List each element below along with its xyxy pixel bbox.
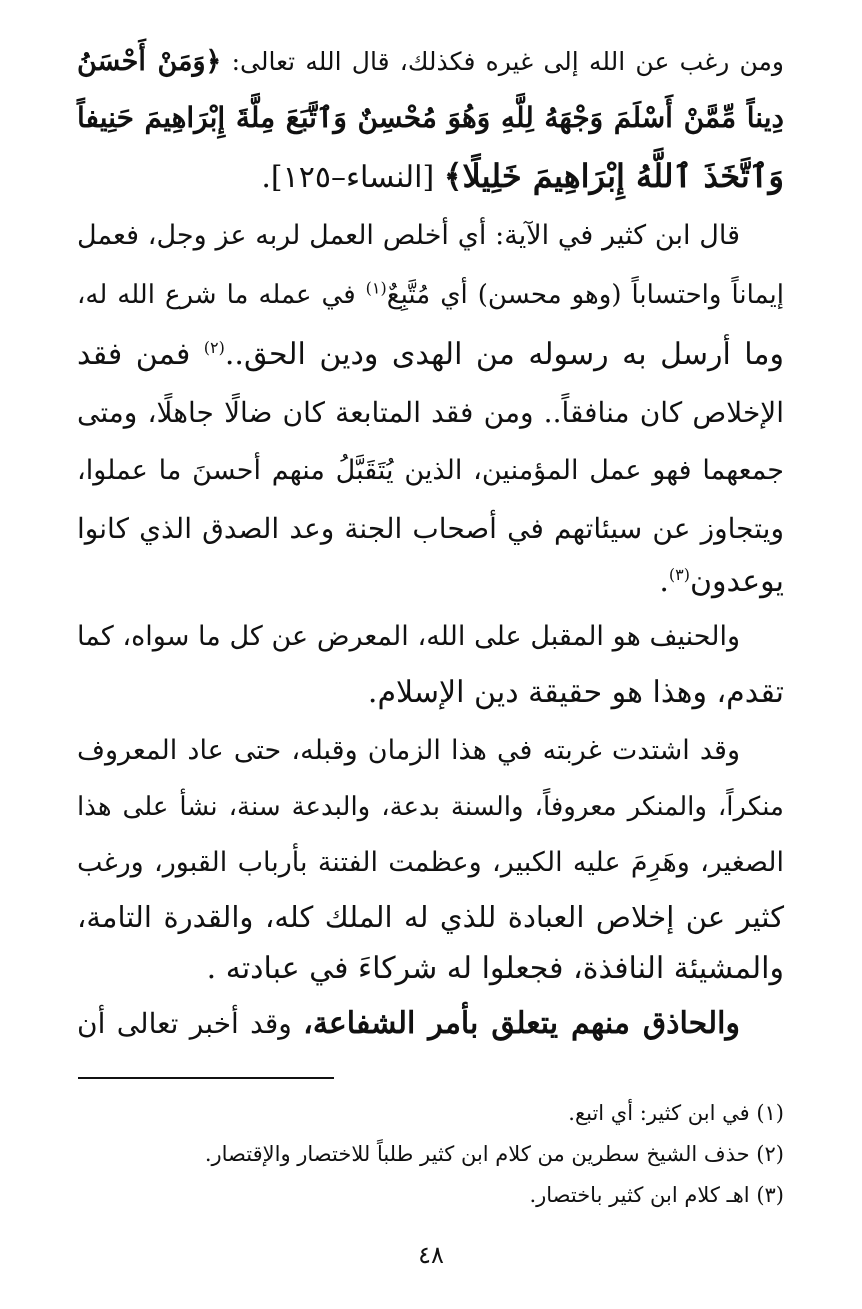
verse-citation: [النساء–١٢٥].: [261, 160, 444, 195]
footnote: (٣) اهـ كلام ابن كثير باختصار.: [529, 1183, 784, 1207]
text-line: [77, 562, 784, 602]
line-text: جمعهما فهو عمل المؤمنين، الذين يُتَقَبَّلُ منهم أحسنَ ما عملوا،: [77, 455, 784, 486]
footnote-separator: [78, 1077, 334, 1079]
line-text: وما أرسل به رسوله من الهدى ودين الحق..: [224, 337, 784, 372]
text-line: [77, 509, 784, 549]
footnote-marker[interactable]: (٢): [203, 338, 225, 357]
line-text: الصغير، وهَرِمَ عليه الكبير، وعظمت الفتنة بأرباب القبور، ورغب: [77, 847, 784, 878]
bold-phrase: والحاذق منهم يتعلق بأمر الشفاعة،: [303, 1006, 740, 1041]
line-text: في عمله ما شرع الله له،: [77, 280, 366, 310]
line-text: وقد أخبر تعالى أن: [77, 1007, 304, 1040]
text-line: [77, 617, 784, 657]
footnote-marker[interactable]: (٣): [668, 565, 690, 584]
text-line: [77, 156, 784, 198]
line-text: الإخلاص كان منافقاً.. ومن فقد المتابعة كان ضالًا جاهلًا، ومتى: [77, 396, 784, 429]
text-line: [77, 275, 784, 315]
footnote-marker[interactable]: (١): [365, 278, 387, 298]
footnote: (١) في ابن كثير: أي اتبع.: [568, 1101, 784, 1125]
line-text: يوعدون: [689, 564, 784, 599]
text-line: [77, 731, 784, 771]
text-line: [77, 843, 784, 883]
text-line: [77, 393, 784, 433]
text-line: [77, 949, 784, 989]
line-text: إيماناً واحتساباً (وهو محسن) أي مُتَّبِعٌ: [386, 280, 785, 310]
quran-verse: دِيناً مِّمَّنْ أَسْلَمَ وَجْهَهُ لِلَّهِ وَهُوَ مُحْسِنٌ وَٱتَّبَعَ مِلَّةَ إِبْرَاهِيمَ حَنِيفاً: [77, 101, 784, 134]
line-text: والحنيف هو المقبل على الله، المعرض عن كل ما سواه، كما: [77, 621, 740, 652]
text-line: [77, 335, 784, 375]
line-text: تقدم، وهذا هو حقيقة دين الإسلام.: [367, 675, 784, 710]
text-line: [77, 451, 784, 491]
text-line: [77, 787, 784, 827]
line-text: كثير عن إخلاص العبادة للذي له الملك كله، والقدرة التامة،: [77, 900, 784, 934]
page-number: ٤٨: [418, 1241, 444, 1269]
line-text: ومن رغب عن الله إلى غيره فكذلك، قال الله تعالى:: [221, 47, 784, 76]
line-text: قال ابن كثير في الآية: أي أخلص العمل لربه عز وجل، فعمل: [77, 220, 740, 251]
line-text: والمشيئة النافذة، فجعلوا له شركاءَ في عبادته .: [206, 951, 784, 986]
text-line: [77, 673, 784, 713]
text-line: [77, 897, 784, 937]
line-text: .: [659, 564, 669, 599]
text-line: [77, 216, 784, 256]
text-line: [77, 1004, 784, 1044]
line-text: منكراً، والمنكر معروفاً، والسنة بدعة، والبدعة سنة، نشأ على هذا: [77, 792, 784, 822]
quran-verse: ﴿وَمَنْ أَحْسَنُ: [77, 46, 222, 77]
footnote: (٢) حذف الشيخ سطرين من كلام ابن كثير طلباً للاختصار والإقتصار.: [204, 1142, 784, 1166]
line-text: ويتجاوز عن سيئاتهم في أصحاب الجنة وعد الصدق الذي كانوا: [77, 512, 784, 545]
quran-verse: وَٱتَّخَذَ ٱللَّهُ إِبْرَاهِيمَ خَلِيلًا﴾: [443, 157, 784, 195]
line-text: فمن فقد: [77, 337, 204, 372]
text-line: [77, 98, 784, 139]
line-text: وقد اشتدت غربته في هذا الزمان وقبله، حتى عاد المعروف: [77, 735, 740, 766]
text-line: [77, 42, 784, 82]
